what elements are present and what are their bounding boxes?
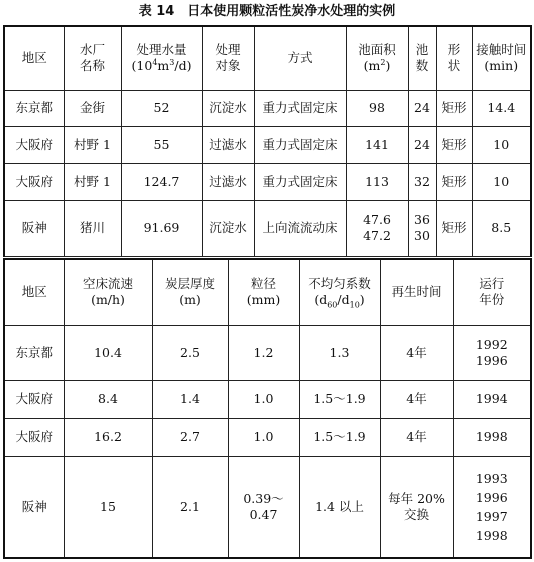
cell-region: 大阪府 bbox=[4, 126, 64, 163]
cell-uniformity: 1.4 以上 bbox=[299, 456, 380, 558]
cell-count: 32 bbox=[408, 163, 436, 200]
cell-size: 0.39～0.47 bbox=[228, 456, 299, 558]
cell-thickness: 2.5 bbox=[152, 325, 228, 380]
header-year: 运行 年份 bbox=[453, 259, 531, 325]
cell-shape: 矩形 bbox=[436, 163, 472, 200]
header-plant: 水厂 名称 bbox=[64, 26, 121, 90]
table-row bbox=[4, 163, 531, 200]
cell-speed: 15 bbox=[64, 456, 152, 558]
table-header-row bbox=[4, 259, 531, 325]
cell-size: 1.0 bbox=[228, 380, 299, 418]
cell-region: 大阪府 bbox=[4, 380, 64, 418]
cell-region: 东京都 bbox=[4, 325, 64, 380]
cell-plant: 金街 bbox=[64, 90, 121, 126]
cell-year: 1992 1996 bbox=[453, 325, 531, 380]
cell-object: 过滤水 bbox=[202, 126, 254, 163]
cell-contact: 14.4 bbox=[472, 90, 531, 126]
cell-region: 阪神 bbox=[4, 456, 64, 558]
table-row bbox=[4, 90, 531, 126]
cell-object: 过滤水 bbox=[202, 163, 254, 200]
table-title: 表 14 日本使用颗粒活性炭净水处理的实例 bbox=[138, 4, 396, 19]
cell-regen: 每年 20% 交换 bbox=[380, 456, 453, 558]
cell-uniformity: 1.5～1.9 bbox=[299, 380, 380, 418]
cell-contact: 8.5 bbox=[472, 200, 531, 256]
table-row bbox=[4, 200, 531, 256]
filter-parameters-table bbox=[3, 258, 532, 559]
cell-object: 沉淀水 bbox=[202, 200, 254, 256]
cell-area: 47.6 47.2 bbox=[346, 200, 408, 256]
cell-uniformity: 1.3 bbox=[299, 325, 380, 380]
cell-method: 重力式固定床 bbox=[254, 90, 346, 126]
table-row bbox=[4, 325, 531, 380]
table-row bbox=[4, 126, 531, 163]
cell-speed: 8.4 bbox=[64, 380, 152, 418]
cell-area: 98 bbox=[346, 90, 408, 126]
cell-method: 重力式固定床 bbox=[254, 163, 346, 200]
cell-plant: 村野 1 bbox=[64, 126, 121, 163]
cell-shape: 矩形 bbox=[436, 126, 472, 163]
header-speed: 空床流速 (m/h) bbox=[64, 259, 152, 325]
cell-capacity: 52 bbox=[121, 90, 202, 126]
cell-regen: 4年 bbox=[380, 380, 453, 418]
cell-size: 1.2 bbox=[228, 325, 299, 380]
cell-contact: 10 bbox=[472, 126, 531, 163]
header-size: 粒径 (mm) bbox=[228, 259, 299, 325]
cell-uniformity: 1.5～1.9 bbox=[299, 418, 380, 456]
header-shape: 形 状 bbox=[436, 26, 472, 90]
cell-capacity: 55 bbox=[121, 126, 202, 163]
header-region: 地区 bbox=[4, 259, 64, 325]
table-row bbox=[4, 380, 531, 418]
cell-year: 1993 1996 1997 1998 bbox=[453, 456, 531, 558]
cell-capacity: 124.7 bbox=[121, 163, 202, 200]
cell-size: 1.0 bbox=[228, 418, 299, 456]
table-header-row bbox=[4, 26, 531, 90]
header-contact: 接触时间 (min) bbox=[472, 26, 531, 90]
cell-region: 东京都 bbox=[4, 90, 64, 126]
cell-contact: 10 bbox=[472, 163, 531, 200]
cell-year: 1998 bbox=[453, 418, 531, 456]
cell-thickness: 2.7 bbox=[152, 418, 228, 456]
header-count: 池 数 bbox=[408, 26, 436, 90]
header-thickness: 炭层厚度 (m) bbox=[152, 259, 228, 325]
cell-shape: 矩形 bbox=[436, 200, 472, 256]
plant-overview-table bbox=[3, 25, 532, 257]
cell-plant: 猪川 bbox=[64, 200, 121, 256]
header-region: 地区 bbox=[4, 26, 64, 90]
header-capacity: 处理水量 $(10^4m^3/d)$ bbox=[121, 26, 202, 90]
table-row bbox=[4, 418, 531, 456]
cell-count: 36 30 bbox=[408, 200, 436, 256]
header-regen: 再生时间 bbox=[380, 259, 453, 325]
cell-speed: 16.2 bbox=[64, 418, 152, 456]
header-area: 池面积 $(m^2)$ bbox=[346, 26, 408, 90]
cell-capacity: 91.69 bbox=[121, 200, 202, 256]
header-method: 方式 bbox=[254, 26, 346, 90]
cell-shape: 矩形 bbox=[436, 90, 472, 126]
header-uniformity: 不均匀系数 $(d_{60}/d_{10})$ bbox=[299, 259, 380, 325]
cell-count: 24 bbox=[408, 90, 436, 126]
cell-object: 沉淀水 bbox=[202, 90, 254, 126]
cell-thickness: 2.1 bbox=[152, 456, 228, 558]
cell-speed: 10.4 bbox=[64, 325, 152, 380]
cell-method: 上向流流动床 bbox=[254, 200, 346, 256]
cell-year: 1994 bbox=[453, 380, 531, 418]
cell-regen: 4年 bbox=[380, 418, 453, 456]
cell-region: 阪神 bbox=[4, 200, 64, 256]
cell-thickness: 1.4 bbox=[152, 380, 228, 418]
header-object: 处理 对象 bbox=[202, 26, 254, 90]
cell-plant: 村野 1 bbox=[64, 163, 121, 200]
cell-area: 141 bbox=[346, 126, 408, 163]
cell-region: 大阪府 bbox=[4, 418, 64, 456]
cell-regen: 4年 bbox=[380, 325, 453, 380]
cell-area: 113 bbox=[346, 163, 408, 200]
cell-count: 24 bbox=[408, 126, 436, 163]
table-row bbox=[4, 456, 531, 558]
cell-region: 大阪府 bbox=[4, 163, 64, 200]
cell-method: 重力式固定床 bbox=[254, 126, 346, 163]
